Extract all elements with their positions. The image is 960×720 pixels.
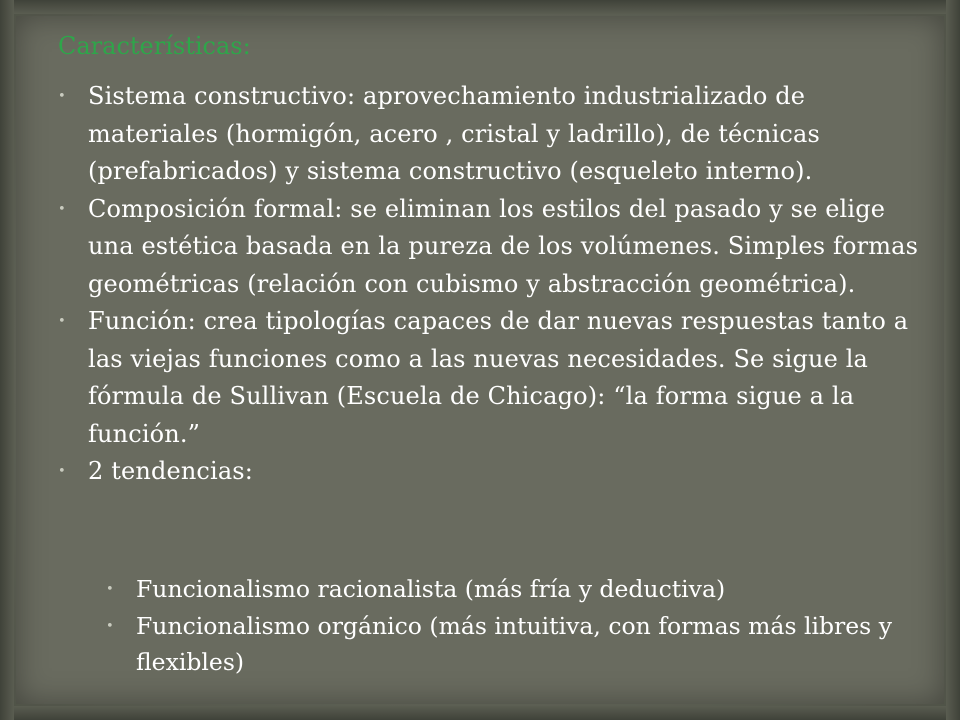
bullet-item-funcion — [58, 303, 938, 453]
bullet-text: Composición formal: se eliminan los estilos del pasado y se elige una estética basada en la pureza de los volúmenes. Simples formas geométricas (relación con cubismo y abstracción geométrica). — [88, 194, 919, 298]
bullet-item-composicion-formal — [58, 191, 938, 304]
sub-bullet-icon: • — [106, 618, 114, 634]
slide-heading: Características: — [58, 32, 251, 60]
sub-bullet-item-organico — [106, 608, 926, 681]
frame-border-top — [0, 0, 960, 14]
bullet-text: 2 tendencias: — [88, 457, 254, 485]
bullet-list — [58, 78, 938, 491]
bullet-icon: • — [58, 464, 66, 479]
bullet-icon: • — [58, 89, 66, 104]
sub-bullet-list — [106, 571, 926, 681]
sub-bullet-text: Funcionalismo orgánico (más intuitiva, con formas más libres y flexibles) — [136, 611, 892, 676]
frame-border-left — [0, 0, 14, 720]
frame-border-bottom — [0, 706, 960, 720]
sub-bullet-text: Funcionalismo racionalista (más fría y deductiva) — [136, 575, 726, 603]
sub-bullet-item-racionalista — [106, 571, 926, 608]
bullet-icon: • — [58, 314, 66, 329]
bullet-text: Función: crea tipologías capaces de dar nuevas respuestas tanto a las viejas funciones como a las nuevas necesidades. Se sigue la fórmula de Sullivan (Escuela de Chicago): “la forma sigue a la función.” — [88, 307, 909, 448]
bullet-item-tendencias — [58, 453, 938, 491]
bullet-icon: • — [58, 201, 66, 217]
sub-bullet-icon: • — [106, 582, 114, 597]
bullet-text: Sistema constructivo: aprovechamiento industrializado de materiales (hormigón, acero , cristal y ladrillo), de técnicas (prefabricados) y sistema constructivo (esqueleto interno). — [88, 82, 820, 185]
bullet-item-sistema-constructivo — [58, 78, 938, 191]
frame-border-right — [946, 0, 960, 720]
